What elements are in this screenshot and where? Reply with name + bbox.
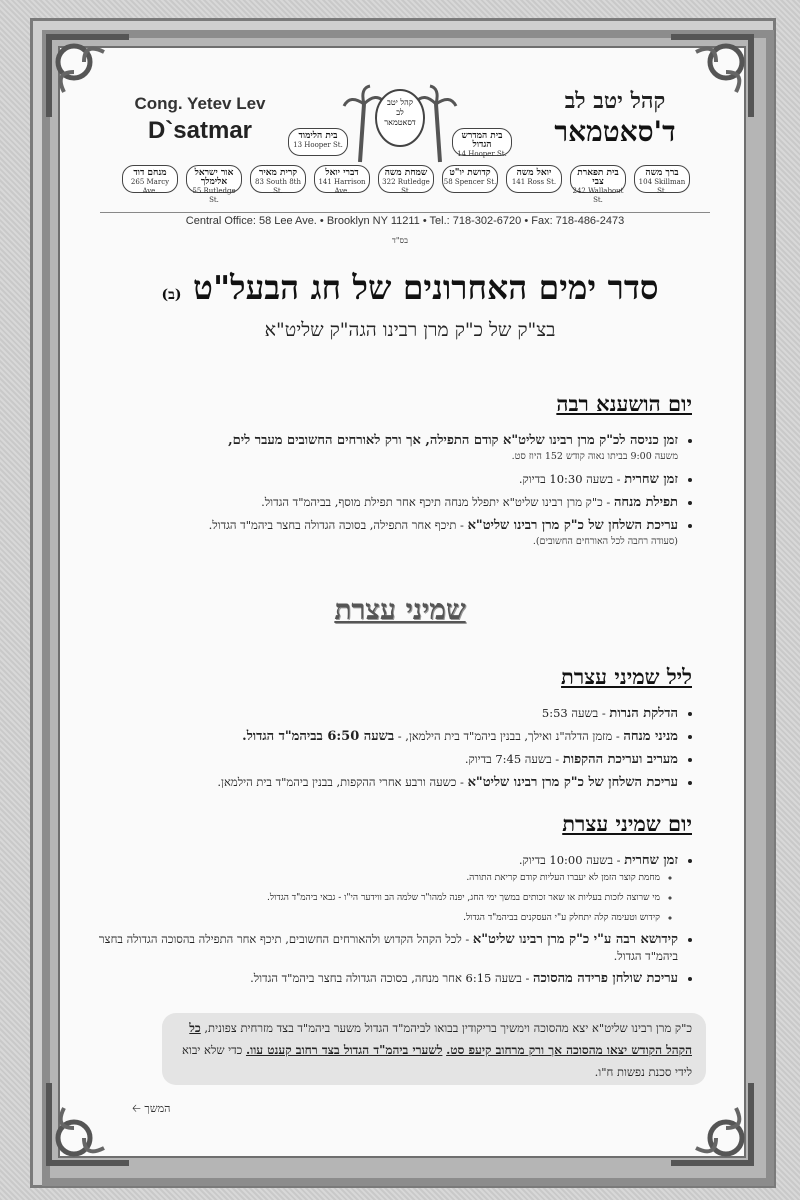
location-name: בית תפארת צבי bbox=[577, 168, 619, 187]
title-text: סדר ימים האחרונים של חג הבעל"ט bbox=[193, 268, 659, 307]
location-name: יואל משה bbox=[516, 168, 552, 178]
sub-list-item: ◦ מחמת קוצר הזמן לא יעברו העליות קודם קריאת התורה. bbox=[93, 871, 660, 885]
location-address: 58 Spencer St. bbox=[443, 178, 497, 186]
list-item: • מניני מנחה - מזמן הדלה"נ ואילך, בבנין ביהמ"ד בית הילמאן, - בשעה 6:50 בביהמ"ד הגדול. bbox=[93, 728, 678, 745]
list-item: • תפילת מנחה - כ"ק מרן רבינו שליט"א יתפלל מנחה תיכף אחר תפילת מוסף, בביהמ"ד הגדול. bbox=[93, 494, 678, 511]
location-address: 242 Wallabout St. bbox=[572, 187, 624, 204]
location-address: 265 Marcy Ave. bbox=[130, 178, 170, 195]
location-name: דברי יואל bbox=[325, 168, 359, 178]
list-item: • זמן שחרית - בשעה 10:00 בדיוק. ◦ מחמת קוצר הזמן לא יעברו העליות קודם קריאת התורה. ◦ מי שרוצה לזכות בעליות או שאר זכותים במשך ימי החג, יפנה למהו"ר שלמה הב ווידער הי"ו - גבאי ביהמ"ד הגדול. ◦ קידוש וטעימה קלה יתחלק ע"י העסקנים בביהמ"ד הגדול. bbox=[93, 852, 678, 925]
shmini-atzeres-title: שמיני עצרת bbox=[334, 593, 466, 626]
congregation-name-he: קהל יטב לב bbox=[564, 88, 666, 114]
emblem-text: קהל יטב לב דסאטמאר bbox=[384, 98, 416, 127]
location-name: בית המדרש הגדול bbox=[461, 131, 503, 150]
location-address: 13 Hooper St. bbox=[293, 141, 343, 149]
ornament-bottom-right-icon bbox=[666, 1078, 756, 1168]
location-address: 141 Harrison Ave. bbox=[318, 178, 366, 195]
congregation-name-en: Cong. Yetev Lev bbox=[134, 94, 266, 113]
location-address: 14 Hooper St. bbox=[457, 150, 507, 158]
bsd-label: בס"ד bbox=[392, 236, 408, 245]
continued-text: המשך bbox=[144, 1102, 171, 1115]
location-badge bbox=[570, 165, 626, 204]
continued-label bbox=[132, 1100, 170, 1119]
yom-list bbox=[93, 852, 696, 993]
section-heading-leil: ליל שמיני עצרת bbox=[561, 664, 692, 689]
location-badge bbox=[634, 165, 690, 193]
location-badge bbox=[506, 165, 562, 193]
location-badge bbox=[452, 128, 512, 156]
ornament-bottom-left-icon bbox=[44, 1078, 134, 1168]
hoshana-list bbox=[93, 432, 696, 556]
location-address: 83 South 8th St. bbox=[255, 178, 301, 195]
location-badge bbox=[250, 165, 306, 193]
page-title bbox=[110, 268, 710, 308]
list-item: • עריכת שולחן פרידה מהסוכה - בשעה 6:15 אחר מנחה, בסוכה הגדולה בחצר ביהמ"ד הגדול. bbox=[93, 970, 678, 987]
congregation-subname-he: ד'סאטמאר bbox=[554, 115, 676, 148]
congregation-emblem bbox=[340, 84, 460, 164]
announcement-text: כ"ק מרן רבינו שליט"א יצא מהסוכה וימשיך בריקודין בבואו לביהמ"ד הגדול משער ביהמ"ד בצד מזרחית צפונית, bbox=[204, 1021, 692, 1035]
location-badge bbox=[122, 165, 178, 193]
leil-list bbox=[93, 705, 696, 797]
section-heading-yom: יום שמיני עצרת bbox=[562, 811, 692, 836]
location-address: 55 Rutledge St. bbox=[192, 187, 236, 204]
list-item: • עריכת השלחן של כ"ק מרן רבינו שליט"א - כשעה ורבע אחרי ההקפות, בבנין ביהמ"ד בית הילמאן. bbox=[93, 774, 678, 791]
list-item: • זמן כניסה לכ"ק מרן רבינו שליט"א קודם התפילה, אך ורק לאורחים החשובים מעבר לים, משעה 9:00 בביתו נאוה קודש 152 היוז סט. bbox=[93, 432, 678, 465]
location-name: שמחת משה bbox=[384, 168, 428, 178]
list-item: • קידושא רבה ע"י כ"ק מרן רבינו שליט"א - לכל הקהל הקדוש ולהאורחים החשובים, תיכף אחר התפילה בהסוכה הגדולה בחצר ביהמ"ד הגדול. bbox=[93, 931, 678, 964]
list-item: • עריכת השלחן של כ"ק מרן רבינו שליט"א - תיכף אחר התפילה, בסוכה הגדולה בחצר ביהמ"ד הגדול. (סעודה רחבה לכל האורחים החשובים). bbox=[93, 517, 678, 550]
page-subtitle: בצ"ק של כ"ק מרן רבינו הגה"ק שליט"א bbox=[264, 319, 556, 341]
location-name: בית הלימוד bbox=[298, 131, 338, 141]
location-badge bbox=[186, 165, 242, 204]
location-name: ברך משה bbox=[645, 168, 679, 178]
title-suffix: (ב) bbox=[161, 287, 182, 303]
location-address: 104 Skillman St. bbox=[638, 178, 686, 195]
list-item: • זמן שחרית - בשעה 10:30 בדיוק. bbox=[93, 471, 678, 488]
sub-list bbox=[93, 871, 678, 925]
announcement-emphasis: כל הקהל הקודש יצאו מהסוכה אך ורק מרחוב קיעפ סט. bbox=[189, 1021, 692, 1057]
location-badge bbox=[288, 128, 348, 156]
announcement-emphasis: לשערי ביהמ"ד הגדול בצד רחוב קענט עוו. bbox=[245, 1043, 443, 1057]
location-name: קדושת יו"ט bbox=[449, 168, 491, 178]
location-badge bbox=[378, 165, 434, 193]
central-office-line: Central Office: 58 Lee Ave. • Brooklyn NY 11211 • Tel.: 718-302-6720 • Fax: 718-486-2473 bbox=[100, 212, 710, 227]
announcement-text: כדי שלא יבוא לידי סכנת נפשות ח"ו. bbox=[182, 1043, 692, 1079]
arrow-left-icon: 🡠 bbox=[132, 1102, 141, 1115]
list-item: • מעריב ועריכת ההקפות - בשעה 7:45 בדיוק. bbox=[93, 751, 678, 768]
sub-list-item: ◦ קידוש וטעימה קלה יתחלק ע"י העסקנים בביהמ"ד הגדול. bbox=[93, 911, 660, 925]
congregation-subname-en: D`satmar bbox=[147, 117, 253, 144]
section-heading-hoshana: יום הושענא רבה bbox=[556, 391, 692, 416]
announcement-box bbox=[162, 1013, 706, 1085]
location-name: קרית מאיר bbox=[258, 168, 298, 178]
list-item: • הדלקת הנרות - בשעה 5:53 bbox=[93, 705, 678, 722]
location-address: 322 Rutledge St. bbox=[382, 178, 430, 195]
location-address: 141 Ross St. bbox=[511, 178, 557, 186]
location-name: מנחם דוד bbox=[133, 168, 167, 178]
sub-list-item: ◦ מי שרוצה לזכות בעליות או שאר זכותים במשך ימי החג, יפנה למהו"ר שלמה הב ווידער הי"ו - גבאי ביהמ"ד הגדול. bbox=[93, 891, 660, 905]
location-badge bbox=[442, 165, 498, 193]
location-badge bbox=[314, 165, 370, 193]
location-name: אור ישראל אלימלך bbox=[194, 168, 234, 187]
